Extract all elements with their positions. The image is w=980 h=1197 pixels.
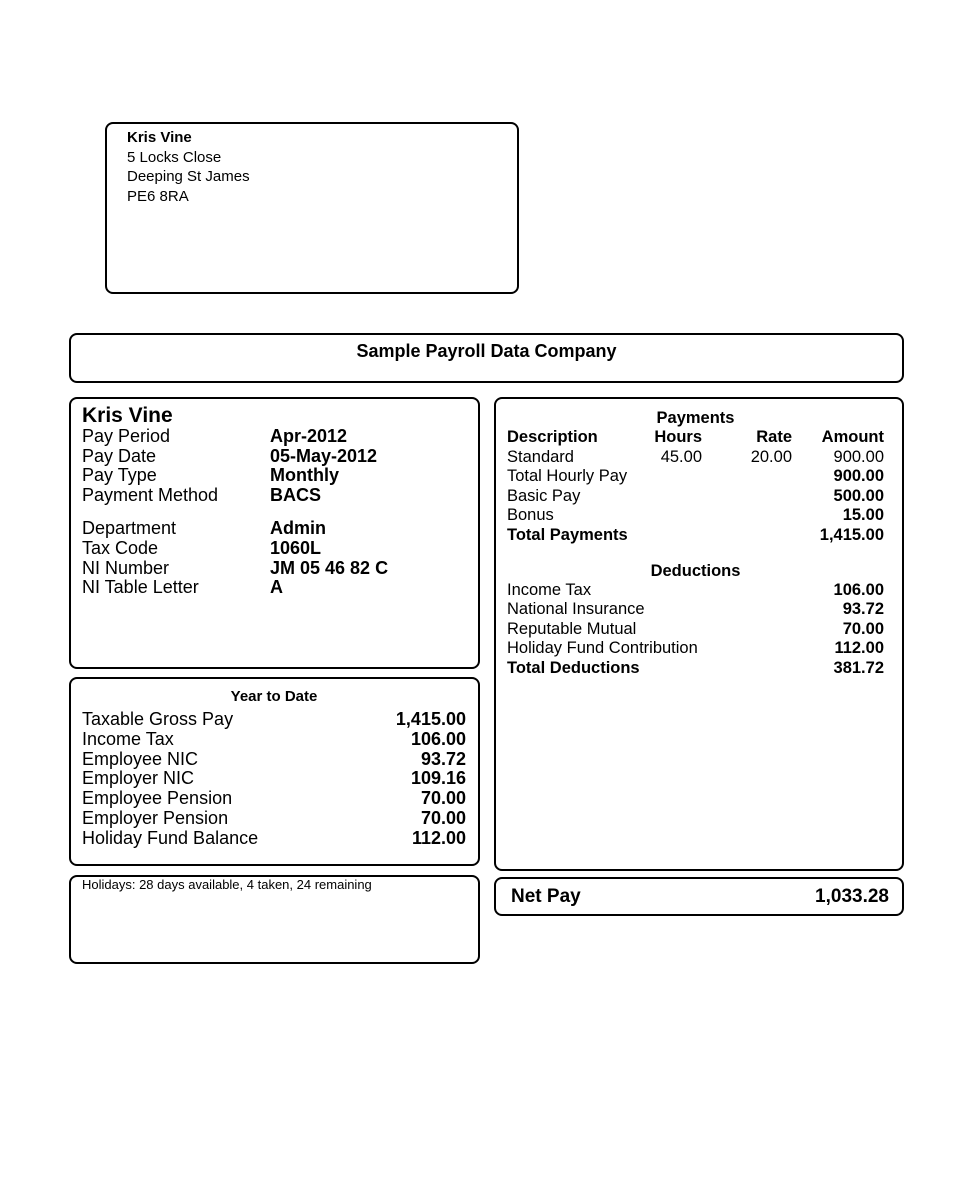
department-label: Department — [82, 518, 177, 539]
standard-amount: 900.00 — [833, 447, 884, 466]
ytd-row — [82, 730, 466, 750]
tax-code-label: Tax Code — [82, 537, 159, 558]
ni-number-row — [82, 559, 478, 579]
bonus-amount: 15.00 — [842, 506, 884, 525]
header-amount: Amount — [821, 428, 884, 446]
ytd-value: 93.72 — [420, 748, 466, 769]
payments-header-row — [507, 428, 884, 448]
ytd-label: Income Tax — [82, 728, 174, 749]
employee-name: Kris Vine — [82, 404, 173, 427]
ytd-value: 109.16 — [410, 768, 466, 789]
ytd-row — [82, 710, 466, 730]
deduction-row — [507, 581, 884, 601]
standard-hours: 45.00 — [660, 447, 702, 466]
address-postcode: PE6 8RA — [127, 188, 189, 206]
pay-date-value: 05-May-2012 — [270, 445, 378, 466]
ytd-value: 70.00 — [420, 807, 466, 828]
employee-details-box — [69, 397, 480, 669]
header-rate: Rate — [756, 428, 792, 446]
ni-table-letter-value: A — [270, 577, 283, 598]
address-line1: 5 Locks Close — [127, 148, 222, 166]
header-description: Description — [507, 428, 598, 446]
ytd-value: 112.00 — [411, 827, 466, 848]
address-line2: Deeping St James — [127, 168, 250, 186]
standard-description: Standard — [507, 447, 574, 466]
deduction-label: Reputable Mutual — [507, 619, 637, 638]
company-name: Sample Payroll Data Company — [356, 341, 617, 361]
ytd-label: Holiday Fund Balance — [82, 827, 259, 848]
deductions-title: Deductions — [650, 561, 741, 580]
total-hourly-amount: 900.00 — [833, 467, 884, 486]
total-hourly-label: Total Hourly Pay — [507, 467, 628, 486]
ytd-title: Year to Date — [230, 688, 318, 705]
ni-table-letter-label: NI Table Letter — [82, 577, 199, 598]
pay-type-value: Monthly — [270, 465, 339, 486]
ytd-label: Employer Pension — [82, 807, 229, 828]
total-deductions-value: 381.72 — [833, 658, 884, 677]
total-deductions-label: Total Deductions — [507, 658, 640, 677]
total-payments-amount: 1,415.00 — [819, 525, 884, 544]
pay-date-label: Pay Date — [82, 445, 157, 466]
ytd-label: Taxable Gross Pay — [82, 709, 234, 729]
ytd-value: 70.00 — [420, 788, 466, 809]
address-name: Kris Vine — [127, 129, 192, 146]
holidays-text: Holidays: 28 days available, 4 taken, 24 remaining — [82, 877, 372, 892]
pay-period-label: Pay Period — [82, 426, 171, 446]
standard-rate: 20.00 — [750, 447, 792, 466]
pay-type-label: Pay Type — [82, 465, 157, 486]
pay-type-row — [82, 466, 478, 486]
ytd-label: Employee Pension — [82, 788, 233, 809]
payments-box — [494, 397, 904, 871]
payment-row-total — [507, 526, 884, 546]
header-hours: Hours — [654, 428, 702, 446]
net-pay-value: 1,033.28 — [815, 885, 889, 907]
deduction-value: 93.72 — [842, 600, 884, 619]
basic-pay-amount: 500.00 — [833, 486, 884, 505]
deduction-row — [507, 600, 884, 620]
ytd-value: 1,415.00 — [395, 709, 466, 729]
department-value: Admin — [270, 518, 326, 539]
total-payments-label: Total Payments — [507, 525, 628, 544]
pay-period-row — [82, 427, 478, 447]
year-to-date-box — [69, 677, 480, 866]
deduction-value: 106.00 — [833, 580, 884, 599]
pay-period-value: Apr-2012 — [270, 426, 348, 446]
address-box — [105, 122, 519, 294]
holidays-box — [69, 875, 480, 964]
ni-table-letter-row — [82, 578, 478, 598]
ytd-label: Employer NIC — [82, 768, 195, 789]
ytd-row — [82, 789, 466, 809]
deduction-label: Income Tax — [507, 580, 592, 599]
bonus-label: Bonus — [507, 506, 554, 525]
net-pay-label: Net Pay — [511, 885, 581, 907]
deduction-value: 112.00 — [834, 639, 884, 658]
ni-number-label: NI Number — [82, 557, 170, 578]
company-header — [69, 333, 904, 383]
net-pay-box — [494, 877, 904, 916]
payment-method-label: Payment Method — [82, 484, 219, 505]
tax-code-row — [82, 539, 478, 559]
payments-title: Payments — [656, 409, 735, 427]
department-row — [82, 519, 478, 539]
tax-code-value: 1060L — [270, 537, 322, 558]
ni-number-value: JM 05 46 82 C — [270, 557, 389, 578]
ytd-row — [82, 829, 466, 849]
deduction-row — [507, 639, 884, 659]
ytd-label: Employee NIC — [82, 748, 199, 769]
payment-row-bonus — [507, 506, 884, 526]
payment-row-standard — [507, 448, 884, 468]
ytd-row — [82, 809, 466, 829]
pay-date-row — [82, 447, 478, 467]
deduction-label: National Insurance — [507, 600, 645, 619]
deduction-label: Holiday Fund Contribution — [507, 639, 698, 658]
basic-pay-label: Basic Pay — [507, 486, 581, 505]
payment-method-row — [82, 486, 478, 506]
deduction-row-total — [507, 659, 884, 679]
payment-method-value: BACS — [270, 484, 322, 505]
ytd-row — [82, 750, 466, 770]
deduction-row — [507, 620, 884, 640]
ytd-row — [82, 769, 466, 789]
payment-row-basic — [507, 487, 884, 507]
deduction-value: 70.00 — [842, 619, 884, 638]
payment-row-total-hourly — [507, 467, 884, 487]
ytd-value: 106.00 — [410, 728, 466, 749]
